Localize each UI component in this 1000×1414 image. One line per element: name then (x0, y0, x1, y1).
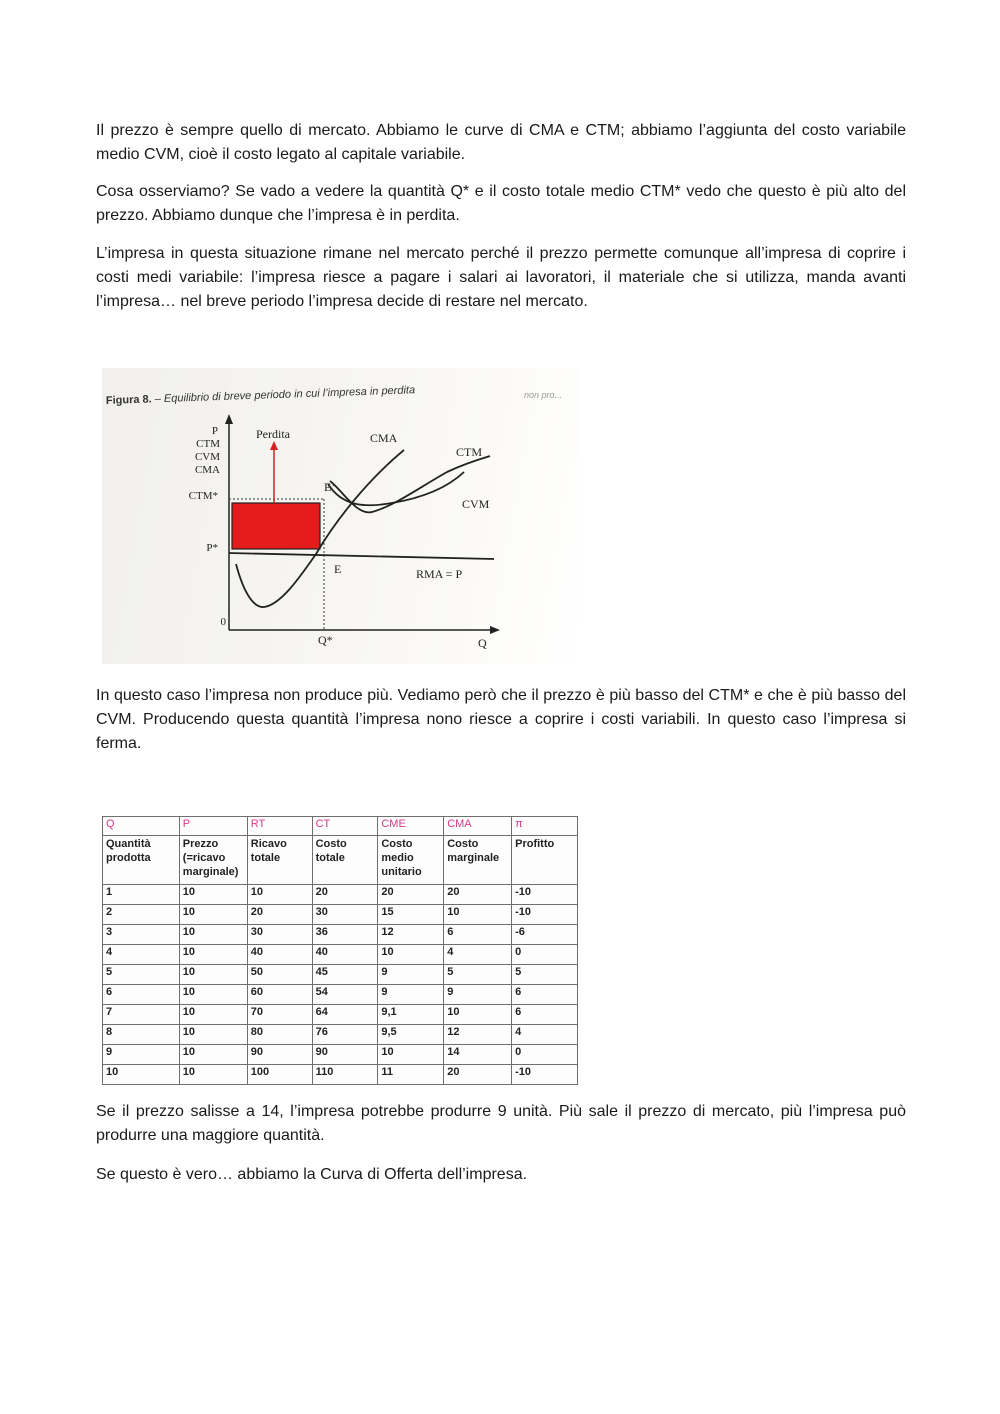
y-label-cvm: CVM (194, 451, 220, 463)
table-cell: 10 (444, 905, 512, 925)
label-ctm: CTM (456, 445, 483, 459)
table-row (103, 945, 578, 965)
figure-caption-tail: non pro... (524, 390, 563, 400)
table-desc-cme: Costo medio unitario (378, 836, 444, 885)
table-cell: 6 (103, 985, 180, 1005)
table-cell: 10 (247, 885, 312, 905)
table-cell: 10 (179, 985, 247, 1005)
table-cell: 7 (103, 1005, 180, 1025)
label-rma: RMA = P (416, 567, 463, 581)
loss-area (232, 503, 320, 549)
paragraph-shutdown: In questo caso l’impresa non produce più. Vediamo però che il prezzo è più basso del CTM* e che è più basso del CVM. Producendo questa quantità l’impresa nono riesce a coprire i costi variabili. In questo caso l’impresa si ferma. (96, 687, 906, 752)
table-cell: 5 (512, 965, 578, 985)
table-cell: 30 (247, 925, 312, 945)
table-cell: 20 (378, 885, 444, 905)
table-desc-rt: Ricavo totale (247, 836, 312, 885)
label-perdita: Perdita (256, 427, 290, 441)
table-cell: 90 (247, 1045, 312, 1065)
table-cell: 20 (312, 885, 378, 905)
table-cell: -10 (512, 1065, 578, 1085)
table-cell: 5 (103, 965, 180, 985)
table-code-q: Q (103, 817, 180, 836)
table-desc-pi: Profitto (512, 836, 578, 885)
table-cell: 54 (312, 985, 378, 1005)
table-row (103, 985, 578, 1005)
table-cell: 4 (103, 945, 180, 965)
table-cell: 11 (378, 1065, 444, 1085)
y-label-p-star: P* (206, 542, 218, 554)
table-cell: 10 (103, 1065, 180, 1085)
table-cell: 2 (103, 905, 180, 925)
figure-caption-text: – Equilibrio di breve periodo in cui l’impresa in perdita (151, 384, 416, 406)
table-cell: 64 (312, 1005, 378, 1025)
table-cell: 36 (312, 925, 378, 945)
x-axis-arrow (490, 626, 500, 634)
table-cell: -10 (512, 885, 578, 905)
y-label-ctm-star: CTM* (188, 490, 218, 502)
table-cell: 14 (444, 1045, 512, 1065)
table-cell: 10 (179, 885, 247, 905)
table-desc-ct: Costo totale (312, 836, 378, 885)
label-e: E (334, 562, 342, 576)
table-cell: 50 (247, 965, 312, 985)
table-cell: 15 (378, 905, 444, 925)
cost-table-photo (102, 816, 580, 1082)
table-cell: 10 (179, 1025, 247, 1045)
loss-arrow-head (270, 441, 278, 450)
table-code-row (103, 817, 578, 836)
origin-label: 0 (220, 616, 226, 628)
figure-caption (106, 384, 416, 407)
label-e-prime: E’ (324, 480, 336, 494)
table-cell: 12 (378, 925, 444, 945)
table-cell: 10 (179, 1005, 247, 1025)
figure-diagram (102, 368, 580, 664)
table-cell: 20 (247, 905, 312, 925)
table-cell: 4 (444, 945, 512, 965)
table-cell: 10 (179, 905, 247, 925)
y-label-cma: CMA (194, 464, 220, 476)
table-row (103, 1025, 578, 1045)
rma-line (229, 553, 494, 559)
table-cell: 100 (247, 1065, 312, 1085)
table-code-rt: RT (247, 817, 312, 836)
table-cell: 0 (512, 1045, 578, 1065)
table-cell: 10 (444, 1005, 512, 1025)
table-cell: 10 (179, 965, 247, 985)
table-cell: 9,1 (378, 1005, 444, 1025)
table-description-row (103, 836, 578, 885)
table-code-p: P (179, 817, 247, 836)
table-row (103, 885, 578, 905)
table-cell: 20 (444, 885, 512, 905)
table-cell: 3 (103, 925, 180, 945)
table-row (103, 965, 578, 985)
table-cell: 30 (312, 905, 378, 925)
table-cell: 40 (247, 945, 312, 965)
table-cell: 8 (103, 1025, 180, 1045)
table-code-ct: CT (312, 817, 378, 836)
y-axis-arrow (225, 414, 233, 424)
table-cell: 9 (103, 1045, 180, 1065)
table-cell: 10 (179, 1065, 247, 1085)
y-label-ctm: CTM (196, 438, 220, 450)
table-cell: 1 (103, 885, 180, 905)
table-cell: 5 (444, 965, 512, 985)
table-row (103, 905, 578, 925)
table-row (103, 925, 578, 945)
table-cell: 9 (444, 985, 512, 1005)
table-row (103, 1065, 578, 1085)
paragraph-supply-curve: Se questo è vero… abbiamo la Curva di Offerta dell’impresa. (96, 1166, 528, 1183)
table-cell: 9 (378, 985, 444, 1005)
table-cell: 9,5 (378, 1025, 444, 1045)
table-cell: 90 (312, 1045, 378, 1065)
table-cell: 40 (312, 945, 378, 965)
paragraph-price-rise: Se il prezzo salisse a 14, l’impresa potrebbe produrre 9 unità. Più sale il prezzo di mercato, più l’impresa può produrre una maggiore quantità. (96, 1103, 906, 1144)
cost-table (102, 816, 578, 1085)
table-code-cma: CMA (444, 817, 512, 836)
figure-caption-bold: Figura 8. (105, 393, 152, 407)
table-cell: 10 (179, 925, 247, 945)
table-cell: -6 (512, 925, 578, 945)
table-cell: 70 (247, 1005, 312, 1025)
table-row (103, 1045, 578, 1065)
table-desc-p: Prezzo (=ricavo marginale) (179, 836, 247, 885)
table-desc-cma: Costo marginale (444, 836, 512, 885)
table-cell: 45 (312, 965, 378, 985)
table-cell: 6 (512, 985, 578, 1005)
y-label-p: P (211, 425, 218, 437)
label-q-star: Q* (318, 633, 333, 647)
paragraph-price: Il prezzo è sempre quello di mercato. Abbiamo le curve di CMA e CTM; abbiamo l’aggiunta del costo variabile medio CVM, cioè il costo legato al capitale variabile. (96, 122, 906, 163)
table-cell: 0 (512, 945, 578, 965)
table-cell: 60 (247, 985, 312, 1005)
table-cell: 9 (378, 965, 444, 985)
table-cell: 10 (378, 1045, 444, 1065)
table-cell: 10 (378, 945, 444, 965)
paragraph-observation: Cosa osserviamo? Se vado a vedere la quantità Q* e il costo totale medio CTM* vedo che questo è più alto del prezzo. Abbiamo dunque che l’impresa è in perdita. (96, 183, 906, 224)
table-cell: 6 (512, 1005, 578, 1025)
paragraph-short-run: L’impresa in questa situazione rimane nel mercato perché il prezzo permette comunque all’impresa di coprire i costi medi variabile: l’impresa riesce a pagare i salari ai lavoratori, il materiale che si utilizza, manda avanti l’impresa… nel breve periodo l’impresa decide di restare nel mercato. (96, 245, 906, 310)
table-cell: 20 (444, 1065, 512, 1085)
table-code-cme: CME (378, 817, 444, 836)
label-cma: CMA (370, 431, 398, 445)
label-q: Q (478, 636, 487, 650)
table-code-pi: π (512, 817, 578, 836)
table-cell: -10 (512, 905, 578, 925)
table-cell: 110 (312, 1065, 378, 1085)
table-cell: 76 (312, 1025, 378, 1045)
figure-short-run-equilibrium (102, 368, 580, 664)
table-cell: 80 (247, 1025, 312, 1045)
table-cell: 4 (512, 1025, 578, 1045)
table-cell: 10 (179, 1045, 247, 1065)
table-desc-q: Quantità prodotta (103, 836, 180, 885)
table-row (103, 1005, 578, 1025)
table-cell: 10 (179, 945, 247, 965)
label-cvm: CVM (462, 497, 490, 511)
table-cell: 6 (444, 925, 512, 945)
table-cell: 12 (444, 1025, 512, 1045)
